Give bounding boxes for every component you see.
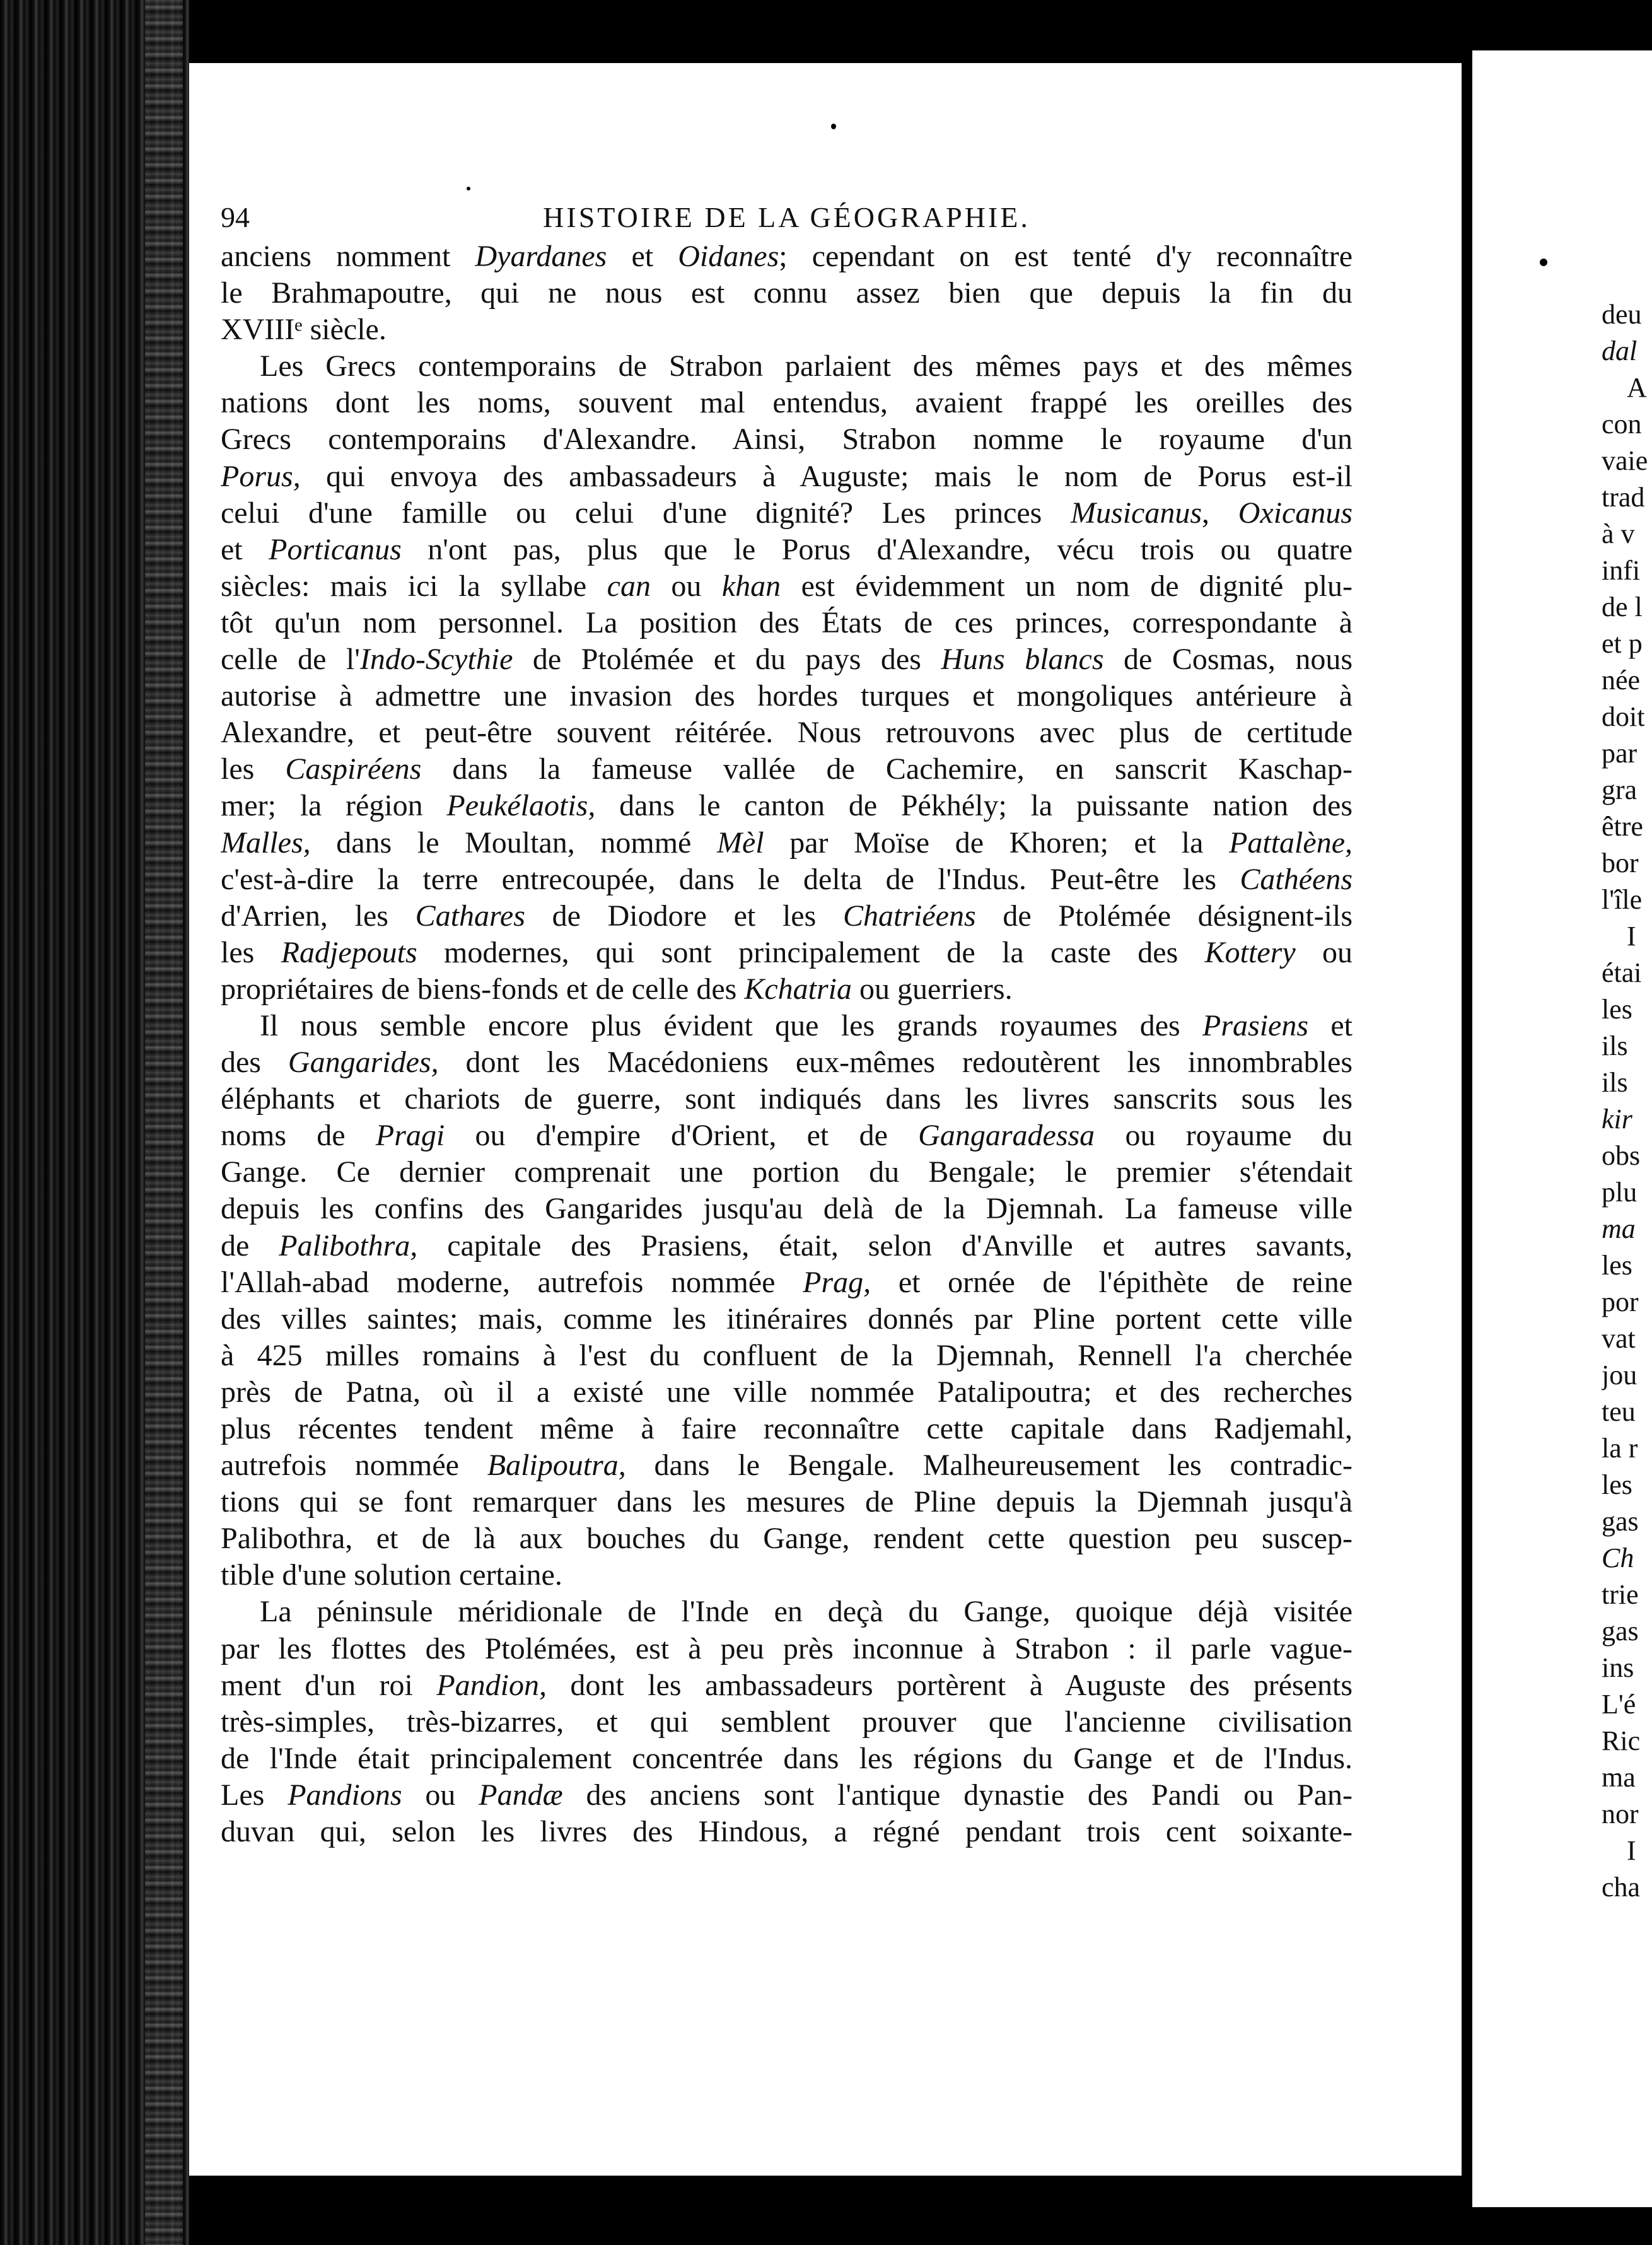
facing-page-fragment: kir	[1602, 1104, 1632, 1134]
page-number: 94	[221, 201, 250, 233]
text-run: Gange. Ce dernier comprenait une portion du Bengale; le premier s'étendait	[221, 1155, 1352, 1189]
text-run: duvan qui, selon les livres des Hindous, a régné pendant trois cent soixante-	[221, 1815, 1352, 1849]
text-line	[221, 1741, 1352, 1777]
text-run: dans le canton de Pékhély; la puissante nation des	[595, 789, 1352, 823]
text-line	[221, 971, 1352, 1008]
text-line	[221, 1228, 1352, 1264]
text-line	[221, 1484, 1352, 1520]
facing-page-fragment: les	[1602, 1250, 1632, 1281]
facing-page-fragment: la r	[1602, 1433, 1638, 1464]
text-line	[221, 1191, 1352, 1227]
text-line	[221, 641, 1352, 678]
italic-term: Kottery	[1204, 935, 1296, 969]
facing-page-fragment: bor	[1602, 848, 1639, 878]
text-run: propriétaires de biens-fonds et de celle des	[221, 972, 745, 1006]
facing-page-fragment: à v	[1602, 518, 1635, 549]
facing-page-fragment: A	[1627, 372, 1647, 403]
facing-page-fragment: deu	[1602, 299, 1642, 330]
text-line	[221, 238, 1352, 275]
facing-page-fragment: par	[1602, 738, 1637, 769]
text-run: par les flottes des Ptolémées, est à peu près inconnue à Strabon : il parle vague-	[221, 1631, 1352, 1665]
facing-page-fragment: dal	[1602, 335, 1637, 366]
text-line	[221, 275, 1352, 312]
text-line	[221, 421, 1352, 458]
italic-term: Gangarides,	[288, 1046, 439, 1080]
italic-term: Caspiréens	[285, 752, 422, 786]
text-line	[221, 1520, 1352, 1557]
text-run: près de Patna, où il a existé une ville nommée Patalipoutra; et des recherches	[221, 1375, 1352, 1409]
italic-term: Cathéens	[1240, 862, 1352, 896]
facing-page-fragment: obs	[1602, 1140, 1641, 1171]
text-run: ou guerriers.	[852, 972, 1013, 1006]
text-line	[221, 1117, 1352, 1154]
text-run: ; cependant on est tenté d'y reconnaître	[779, 240, 1352, 273]
facing-page-fragment: trad	[1602, 482, 1645, 513]
text-line	[221, 385, 1352, 421]
facing-page-fragment: les	[1602, 1469, 1632, 1500]
text-run: de Cosmas, nous	[1103, 643, 1352, 677]
italic-term: Gangaradessa	[918, 1119, 1095, 1153]
facing-page-fragment: jou	[1602, 1360, 1637, 1391]
text-line	[221, 348, 1352, 385]
text-line	[221, 825, 1352, 861]
facing-page-fragment: et p	[1602, 628, 1643, 659]
text-line	[221, 1411, 1352, 1447]
margin-speck	[1540, 259, 1547, 266]
text-run: le Brahmapoutre, qui ne nous est connu assez bien que depuis la fin du	[221, 276, 1352, 310]
text-run: ou royaume du	[1095, 1119, 1352, 1153]
text-run: de	[221, 1228, 279, 1262]
text-run: modernes, qui sont principalement de la caste des	[417, 935, 1205, 969]
text-line	[221, 1374, 1352, 1411]
text-line	[221, 1631, 1352, 1667]
text-line	[221, 1594, 1352, 1630]
facing-page-fragment: ils	[1602, 1030, 1628, 1061]
text-line	[221, 714, 1352, 751]
text-line	[221, 788, 1352, 824]
text-run: des anciens sont l'antique dynastie des Pandi ou Pan-	[562, 1778, 1352, 1812]
text-run: dans le Bengale. Malheureusement les contradic-	[625, 1449, 1352, 1483]
text-line	[221, 861, 1352, 898]
text-run: ment d'un roi	[221, 1668, 437, 1702]
text-run: ou d'empire d'Orient, et de	[445, 1119, 919, 1153]
italic-term: Chatriéens	[843, 899, 976, 933]
page-header	[221, 201, 1352, 238]
italic-term: Oxicanus	[1238, 496, 1352, 530]
text-line	[221, 1777, 1352, 1814]
text-run: autrefois nommée	[221, 1449, 487, 1483]
facing-page-fragment: née	[1602, 665, 1641, 696]
text-run: autorise à admettre une invasion des hordes turques et mongoliques antérieure à	[221, 679, 1352, 713]
text-run: Palibothra, et de là aux bouches du Gange, rendent cette question peu suscep-	[221, 1522, 1352, 1556]
text-run: à 425 milles romains à l'est du confluent de la Djemnah, Rennell l'a cherchée	[221, 1338, 1352, 1372]
facing-page-fragment: nor	[1602, 1799, 1639, 1829]
text-run: très-simples, très-bizarres, et qui semblent prouver que l'ancienne civilisation	[221, 1705, 1352, 1739]
facing-page-fragment: étai	[1602, 957, 1642, 988]
text-line	[221, 935, 1352, 971]
facing-page-fragment: vaie	[1602, 445, 1648, 476]
text-run: celle de l'	[221, 643, 360, 677]
text-run: d'Arrien, les	[221, 899, 416, 933]
italic-term: Radjepouts	[281, 935, 417, 969]
text-run: Il nous semble encore plus évident que les grands royaumes des	[260, 1008, 1203, 1042]
text-run: et ornée de l'épithète de reine	[871, 1265, 1352, 1299]
facing-page-fragment: trie	[1602, 1579, 1639, 1610]
facing-page-fragment: con	[1602, 409, 1642, 440]
text-line	[221, 751, 1352, 788]
italic-term: Prag,	[803, 1265, 871, 1299]
facing-page-fragment: gas	[1602, 1616, 1639, 1647]
text-run: dont les Macédoniens eux-mêmes redoutèrent les innombrables	[438, 1046, 1352, 1080]
italic-term: Porus,	[221, 459, 301, 493]
text-run: les	[221, 935, 281, 969]
text-run: c'est-à-dire la terre entrecoupée, dans le delta de l'Indus. Peut-être les	[221, 862, 1240, 896]
italic-term: Peukélaotis,	[446, 789, 596, 823]
italic-term: Pragi	[375, 1119, 445, 1153]
facing-page-fragment: l'île	[1602, 884, 1643, 915]
text-line	[221, 568, 1352, 605]
italic-term: Musicanus	[1071, 496, 1202, 530]
facing-page-fragment: Ric	[1602, 1725, 1641, 1756]
facing-page-fragment: doit	[1602, 701, 1645, 732]
facing-page-fragment: gas	[1602, 1506, 1639, 1537]
text-line	[221, 1081, 1352, 1117]
text-run: qui envoya des ambassadeurs à Auguste; mais le nom de Porus est-il	[300, 459, 1352, 493]
text-run: anciens nomment	[221, 240, 475, 273]
facing-page-fragment: cha	[1602, 1872, 1641, 1903]
text-line	[221, 1447, 1352, 1484]
facing-page-fragment: être	[1602, 811, 1643, 842]
margin-speck	[467, 187, 470, 190]
facing-page-fragment: L'é	[1602, 1689, 1636, 1720]
italic-term: Pandions	[288, 1778, 402, 1812]
facing-page-fragment: Ch	[1602, 1542, 1634, 1573]
facing-page-fragment: vat	[1602, 1323, 1636, 1354]
text-run: éléphants et chariots de guerre, sont indiqués dans les livres sanscrits sous les	[221, 1082, 1352, 1116]
text-line	[221, 678, 1352, 714]
italic-term: Malles,	[221, 825, 311, 860]
text-line	[221, 605, 1352, 641]
text-line	[221, 1814, 1352, 1850]
facing-page-fragment: ins	[1602, 1652, 1634, 1683]
text-run: est évidemment un nom de dignité plu-	[781, 569, 1352, 603]
text-line	[221, 1557, 1352, 1594]
text-line	[221, 458, 1352, 495]
italic-term: Kchatria	[744, 972, 852, 1006]
italic-term: Pattalène,	[1229, 825, 1352, 860]
italic-term: can	[607, 569, 651, 603]
facing-page-fragment: infi	[1602, 555, 1641, 586]
text-run: de Ptolémée et du pays des	[513, 643, 941, 677]
facing-page-fragment: I	[1627, 1835, 1636, 1866]
text-line	[221, 1008, 1352, 1044]
text-run: noms de	[221, 1119, 376, 1153]
facing-page-fragment: ma	[1602, 1213, 1636, 1244]
facing-page-fragment: ma	[1602, 1762, 1636, 1793]
text-run: plus récentes tendent même à faire reconnaître cette capitale dans Radjemahl,	[221, 1412, 1352, 1445]
text-line	[221, 1264, 1352, 1301]
text-run: ou	[402, 1778, 479, 1812]
facing-page-fragment: plu	[1602, 1177, 1637, 1208]
page-stack-edge	[145, 0, 183, 2245]
facing-page-fragment: I	[1627, 921, 1636, 952]
text-run: des	[221, 1046, 288, 1080]
facing-page-fragment: ils	[1602, 1067, 1628, 1098]
text-run: La péninsule méridionale de l'Inde en deçà du Gange, quoique déjà visitée	[260, 1595, 1352, 1629]
italic-term: khan	[721, 569, 781, 603]
text-run: de Ptolémée désignent-ils	[975, 899, 1352, 933]
text-run: les	[221, 752, 286, 786]
text-run: depuis les confins des Gangarides jusqu'au delà de la Djemnah. La fameuse ville	[221, 1192, 1352, 1226]
text-run: ou	[1295, 935, 1352, 969]
text-run: Grecs contemporains d'Alexandre. Ainsi, Strabon nomme le royaume d'un	[221, 423, 1352, 457]
italic-term: Indo-Scythie	[359, 643, 513, 677]
text-run: l'Allah-abad moderne, autrefois nommée	[221, 1265, 803, 1299]
text-line	[221, 1301, 1352, 1338]
text-run: Les	[221, 1778, 288, 1812]
text-run: capitale des Prasiens, était, selon d'Anville et autres savants,	[417, 1228, 1352, 1262]
italic-term: Pandion,	[436, 1668, 547, 1702]
text-run: celui d'une famille ou celui d'une dignité? Les princes	[221, 496, 1071, 530]
text-run: de l'Inde était principalement concentrée dans les régions du Gange et de l'Indus.	[221, 1741, 1352, 1775]
text-line	[221, 898, 1352, 935]
facing-page-fragment: por	[1602, 1286, 1639, 1317]
text-run: et	[607, 240, 678, 273]
running-title: HISTOIRE DE LA GÉOGRAPHIE.	[543, 201, 1030, 233]
text-line	[221, 1704, 1352, 1741]
text-run: Les Grecs contemporains de Strabon parlaient des mêmes pays et des mêmes	[260, 349, 1352, 383]
text-line	[221, 1154, 1352, 1191]
text-run: nations dont les noms, souvent mal entendus, avaient frappé les oreilles des	[221, 386, 1352, 420]
text-line	[221, 495, 1352, 532]
text-run: ou	[650, 569, 722, 603]
text-run: ,	[1202, 496, 1238, 530]
text-run: n'ont pas, plus que le Porus d'Alexandre, vécu trois ou quatre	[401, 532, 1352, 566]
margin-speck	[831, 124, 836, 129]
text-run: des villes saintes; mais, comme les itinéraires donnés par Pline portent cette ville	[221, 1302, 1352, 1336]
text-run: et	[221, 532, 269, 566]
text-run: XVIIIᵉ siècle.	[221, 313, 387, 347]
text-run: tions qui se font remarquer dans les mesures de Pline depuis la Djemnah jusqu'à	[221, 1485, 1352, 1519]
body-text	[221, 238, 1352, 1850]
text-run: par Moïse de Khoren; et la	[764, 825, 1230, 860]
text-run: mer; la région	[221, 789, 447, 823]
text-run: dans le Moultan, nommé	[310, 825, 717, 860]
text-line	[221, 312, 1352, 348]
italic-term: Porticanus	[269, 532, 402, 566]
text-line	[221, 1338, 1352, 1374]
italic-term: Palibothra,	[279, 1228, 418, 1262]
italic-term: Mèl	[716, 825, 764, 860]
italic-term: Cathares	[415, 899, 525, 933]
text-run: tible d'une solution certaine.	[221, 1558, 562, 1592]
facing-page-fragment: les	[1602, 994, 1632, 1025]
facing-page-fragment: teu	[1602, 1396, 1636, 1427]
italic-term: Dyardanes	[475, 240, 607, 273]
italic-term: Oidanes	[678, 240, 779, 273]
facing-page-fragment: de l	[1602, 592, 1643, 622]
italic-term: Huns blancs	[941, 643, 1104, 677]
italic-term: Prasiens	[1202, 1008, 1309, 1042]
text-line	[221, 1044, 1352, 1081]
text-run: tôt qu'un nom personnel. La position des États de ces princes, correspondante à	[221, 605, 1352, 639]
text-run: siècles: mais ici la syllabe	[221, 569, 607, 603]
text-run: dont les ambassadeurs portèrent à Auguste des présents	[546, 1668, 1352, 1702]
text-line	[221, 1667, 1352, 1704]
text-line	[221, 532, 1352, 568]
italic-term: Balipoutra,	[487, 1449, 626, 1483]
text-run: de Diodore et les	[525, 899, 843, 933]
text-run: Alexandre, et peut-être souvent réitérée. Nous retrouvons avec plus de certitude	[221, 716, 1352, 750]
facing-page-fragment: gra	[1602, 774, 1637, 805]
text-run: dans la fameuse vallée de Cachemire, en sanscrit Kaschap-	[421, 752, 1352, 786]
italic-term: Pandæ	[479, 1778, 563, 1812]
text-run: et	[1308, 1008, 1352, 1042]
